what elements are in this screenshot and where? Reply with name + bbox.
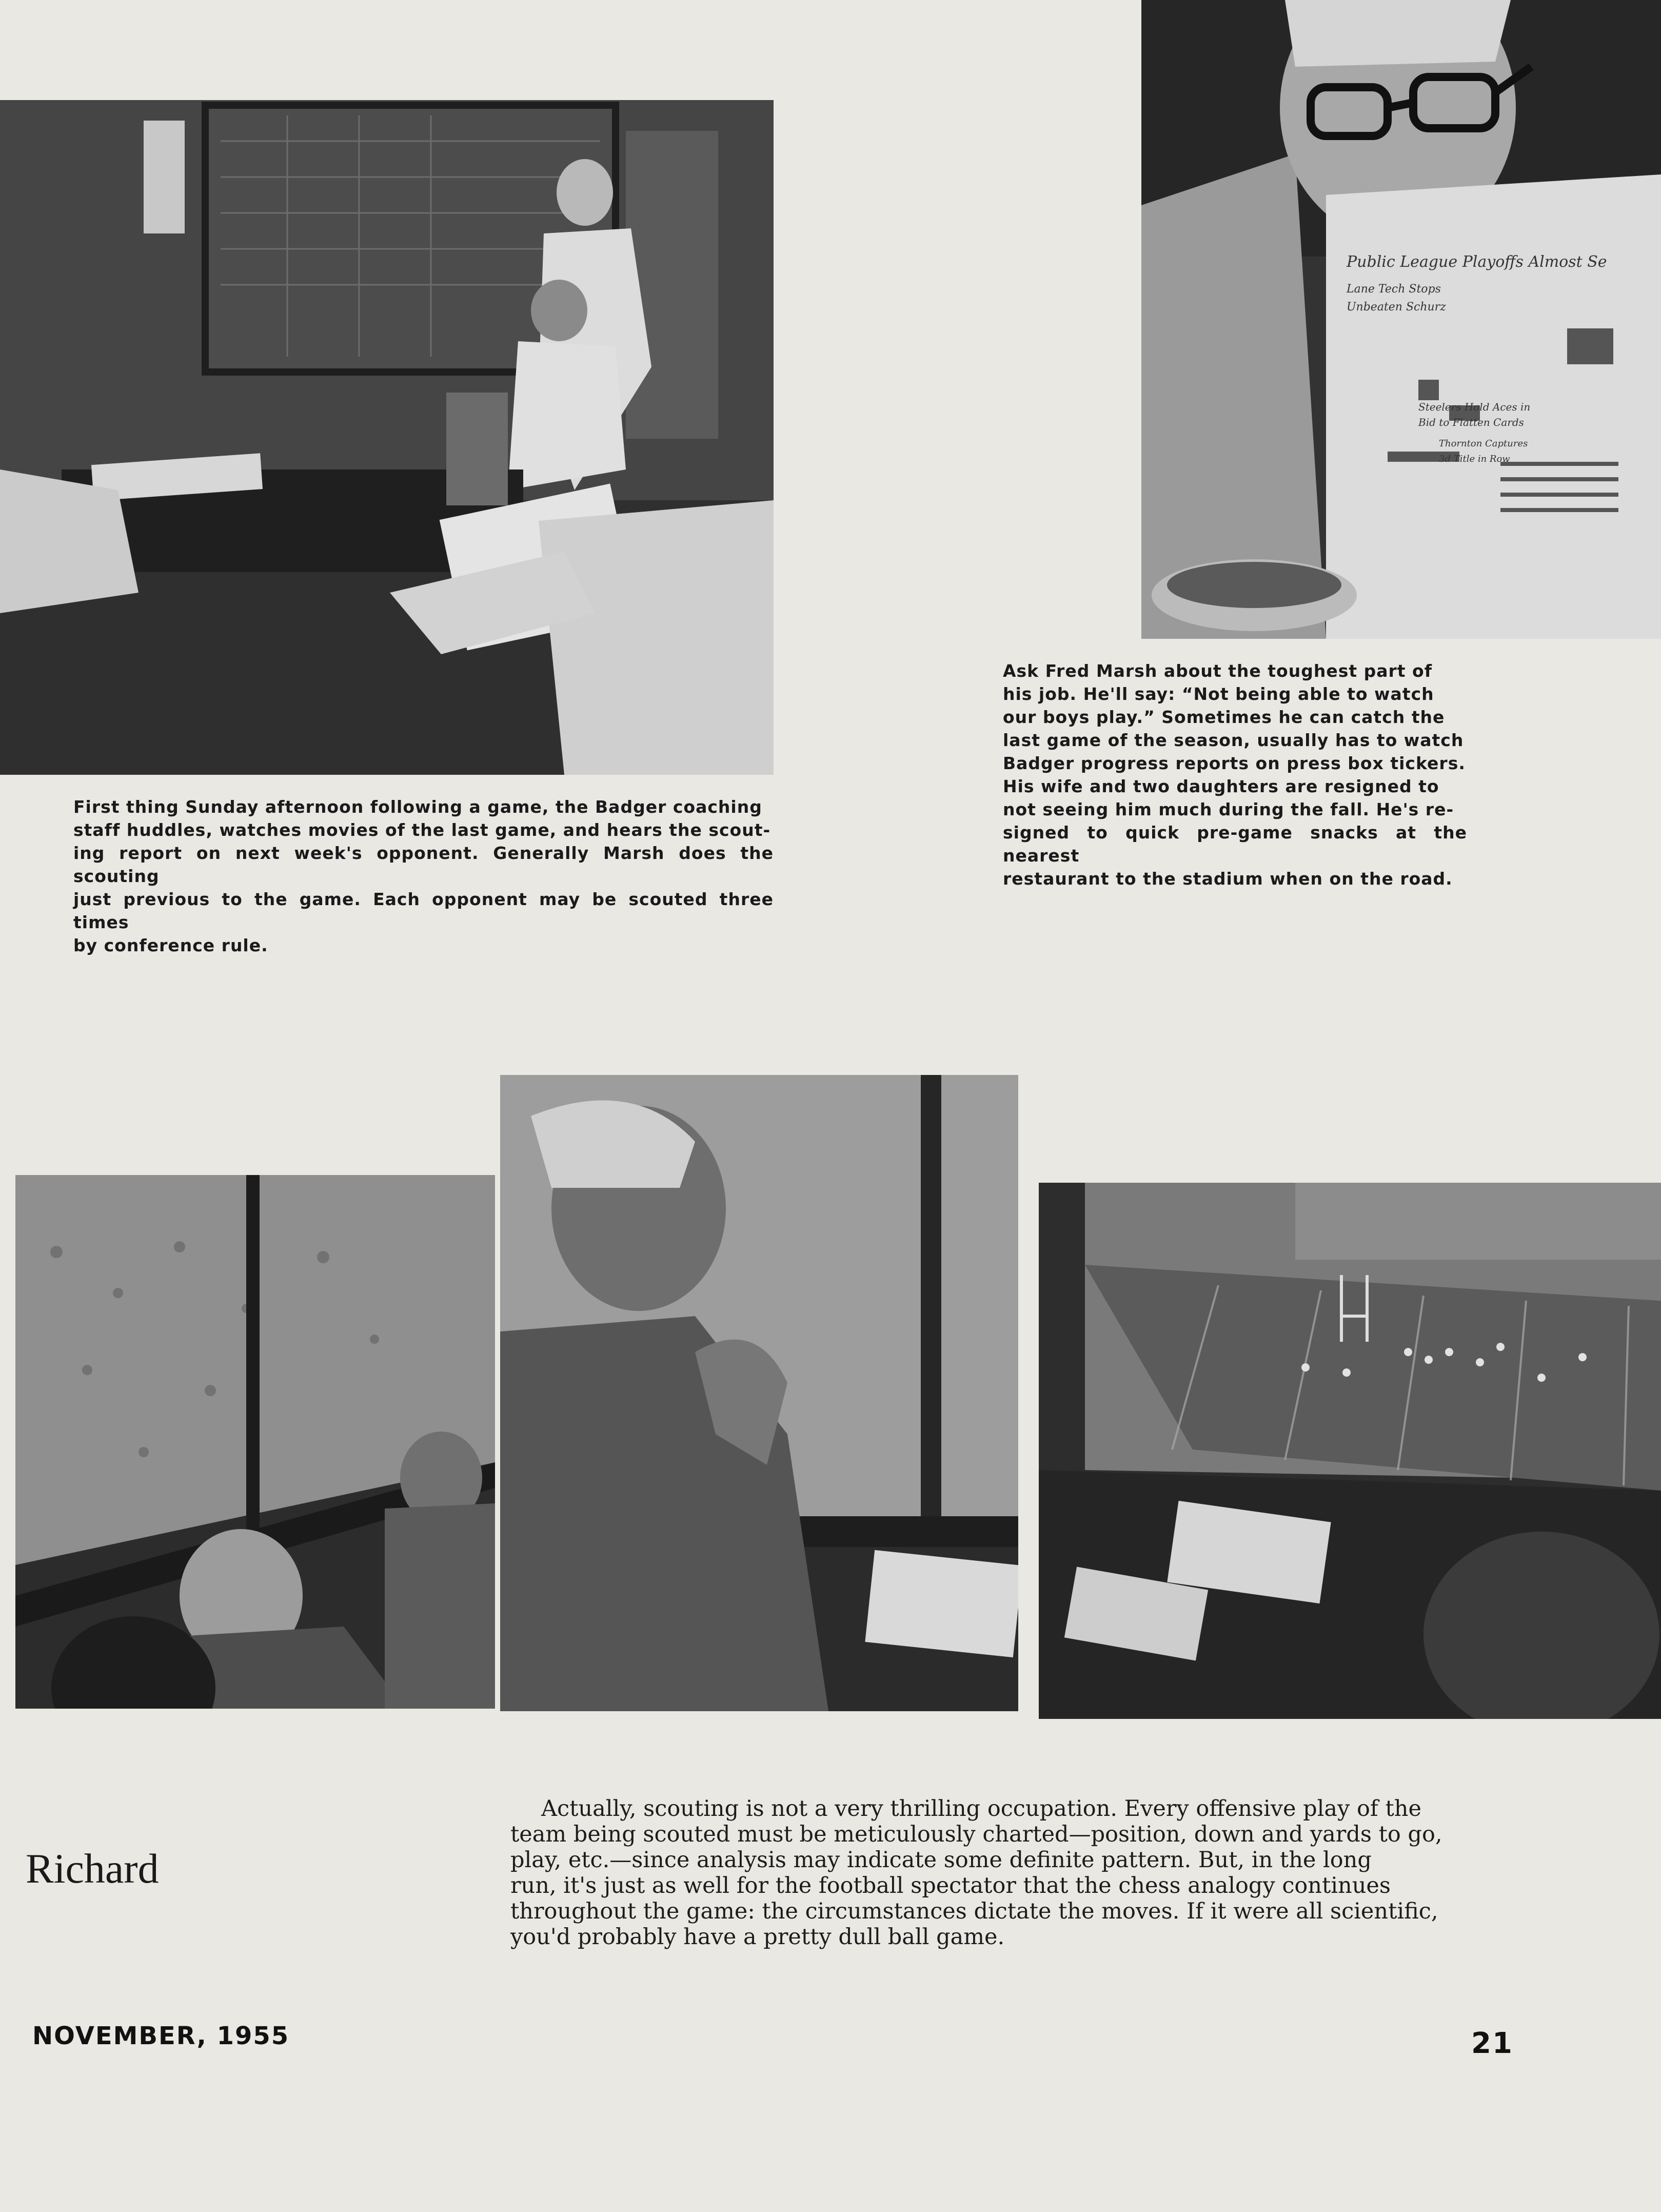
- newspaper-subhead: Lane Tech Stops: [1347, 283, 1441, 296]
- caption-line: Badger progress reports on press box tickers.: [1003, 753, 1466, 773]
- article-line: you'd probably have a pretty dull ball game.: [510, 1924, 1005, 1950]
- caption-line: Ask Fred Marsh about the toughest part of: [1003, 661, 1433, 681]
- newspaper-subhead: Steelers Hold Aces in: [1418, 401, 1531, 413]
- caption-line: First thing Sunday afternoon following a game, the Badger coaching: [73, 797, 762, 817]
- article-paragraph: [510, 1796, 1508, 1950]
- newspaper-subhead: Unbeaten Schurz: [1347, 301, 1446, 314]
- newspaper-subhead: 3d Title in Row: [1439, 454, 1510, 464]
- press-box-photo-center: [500, 1075, 1018, 1711]
- coaching-staff-photo: [0, 100, 774, 775]
- caption-line: signed to quick pre-game snacks at the nearest: [1003, 823, 1467, 866]
- coaching-staff-caption: [73, 795, 774, 957]
- article-line: throughout the game: the circumstances dictate the moves. If it were all scientific,: [510, 1898, 1438, 1924]
- fred-marsh-portrait-photo: [1141, 0, 1661, 639]
- newspaper-headline: Public League Playoffs Almost Se: [1347, 253, 1607, 271]
- issue-date: NOVEMBER, 1955: [32, 2022, 290, 2050]
- article-line: team being scouted must be meticulously charted—position, down and yards to go,: [510, 1822, 1442, 1847]
- caption-line: our boys play.” Sometimes he can catch the: [1003, 707, 1445, 727]
- newspaper-subhead: Thornton Captures: [1439, 438, 1528, 449]
- newspaper-subhead: Bid to Flatten Cards: [1418, 416, 1524, 428]
- caption-line: ing report on next week's opponent. Generally Marsh does the scouting: [73, 843, 774, 886]
- caption-line: not seeing him much during the fall. He's re-: [1003, 799, 1454, 819]
- fred-marsh-caption: [1003, 659, 1467, 890]
- press-box-photo-left: [15, 1175, 495, 1709]
- caption-line: his job. He'll say: “Not being able to watch: [1003, 684, 1434, 704]
- caption-line: last game of the season, usually has to watch: [1003, 730, 1464, 750]
- press-box-photo-right: [1039, 1183, 1661, 1719]
- caption-line: by conference rule.: [73, 935, 268, 955]
- caption-line: His wife and two daughters are resigned to: [1003, 776, 1439, 796]
- caption-line: staff huddles, watches movies of the last game, and hears the scout-: [73, 820, 771, 840]
- article-line: Actually, scouting is not a very thrilling occupation. Every offensive play of the: [541, 1796, 1421, 1822]
- caption-line: just previous to the game. Each opponent may be scouted three times: [73, 889, 774, 932]
- article-line: play, etc.—since analysis may indicate some definite pattern. But, in the long: [510, 1847, 1372, 1873]
- page-number: 21: [1471, 2027, 1513, 2060]
- author-byline: Richard: [26, 1845, 159, 1892]
- caption-line: restaurant to the stadium when on the road.: [1003, 869, 1453, 889]
- article-line: run, it's just as well for the football spectator that the chess analogy continues: [510, 1873, 1391, 1898]
